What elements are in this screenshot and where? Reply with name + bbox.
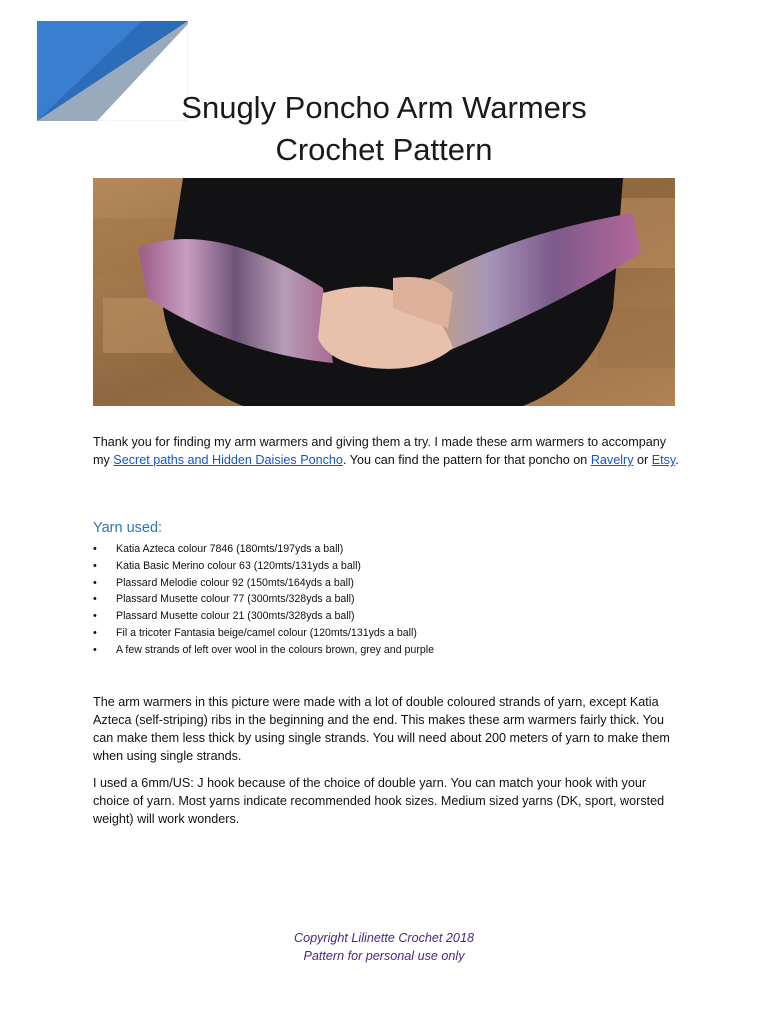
footer-copyright: Copyright Lilinette Crochet 2018: [294, 931, 474, 945]
yarn-list-item: • Katia Azteca colour 7846 (180mts/197yds a ball): [93, 541, 434, 558]
page-title-line1: Snugly Poncho Arm Warmers: [181, 90, 587, 125]
yarn-list: [93, 541, 434, 659]
hook-size-paragraph: I used a 6mm/US: J hook because of the choice of double yarn. You can match your hook with your choice of yarn. Most yarns indicate recommended hook sizes. Medium sized yarns (DK, sport, worsted weight) will work wonders.: [93, 776, 665, 826]
ravelry-link[interactable]: Ravelry: [590, 453, 634, 467]
yarn-list-item: • Plassard Musette colour 21 (300mts/328yds a ball): [93, 608, 434, 625]
yarn-list-item: • Plassard Melodie colour 92 (150mts/164yds a ball): [93, 575, 434, 592]
yarn-thickness-paragraph: The arm warmers in this picture were made with a lot of double coloured strands of yarn, except Katia Azteca (self-striping) ribs in the beginning and the end. This makes these arm warmers fairly thick. You can make them less thick by using single strands. You will need about 200 meters of yarn to make them when using single strands.: [93, 695, 670, 763]
intro-text-4: .: [675, 453, 679, 467]
etsy-link[interactable]: Etsy: [651, 453, 676, 467]
page-title-line2: Crochet Pattern: [275, 132, 493, 167]
arm-warmers-photo: [93, 178, 675, 406]
yarn-list-item: • Plassard Musette colour 77 (300mts/328yds a ball): [93, 591, 434, 608]
intro-paragraph: [93, 433, 683, 469]
yarn-list-item: • A few strands of left over wool in the colours brown, grey and purple: [93, 642, 434, 659]
yarn-list-item: • Fil a tricoter Fantasia beige/camel colour (120mts/131yds a ball): [93, 625, 434, 642]
poncho-pattern-link[interactable]: Secret paths and Hidden Daisies Poncho: [113, 453, 343, 467]
intro-text-3: or: [633, 453, 652, 467]
intro-text-1: Thank you for finding my arm warmers and giving them a try. I made these arm warmers to accompany my: [93, 435, 667, 467]
intro-text-2: . You can find the pattern for that poncho on: [342, 453, 591, 467]
yarn-list-item: • Katia Basic Merino colour 63 (120mts/131yds a ball): [93, 558, 434, 575]
footer-usage-note: Pattern for personal use only: [303, 949, 465, 963]
yarn-used-heading: Yarn used:: [93, 520, 163, 536]
